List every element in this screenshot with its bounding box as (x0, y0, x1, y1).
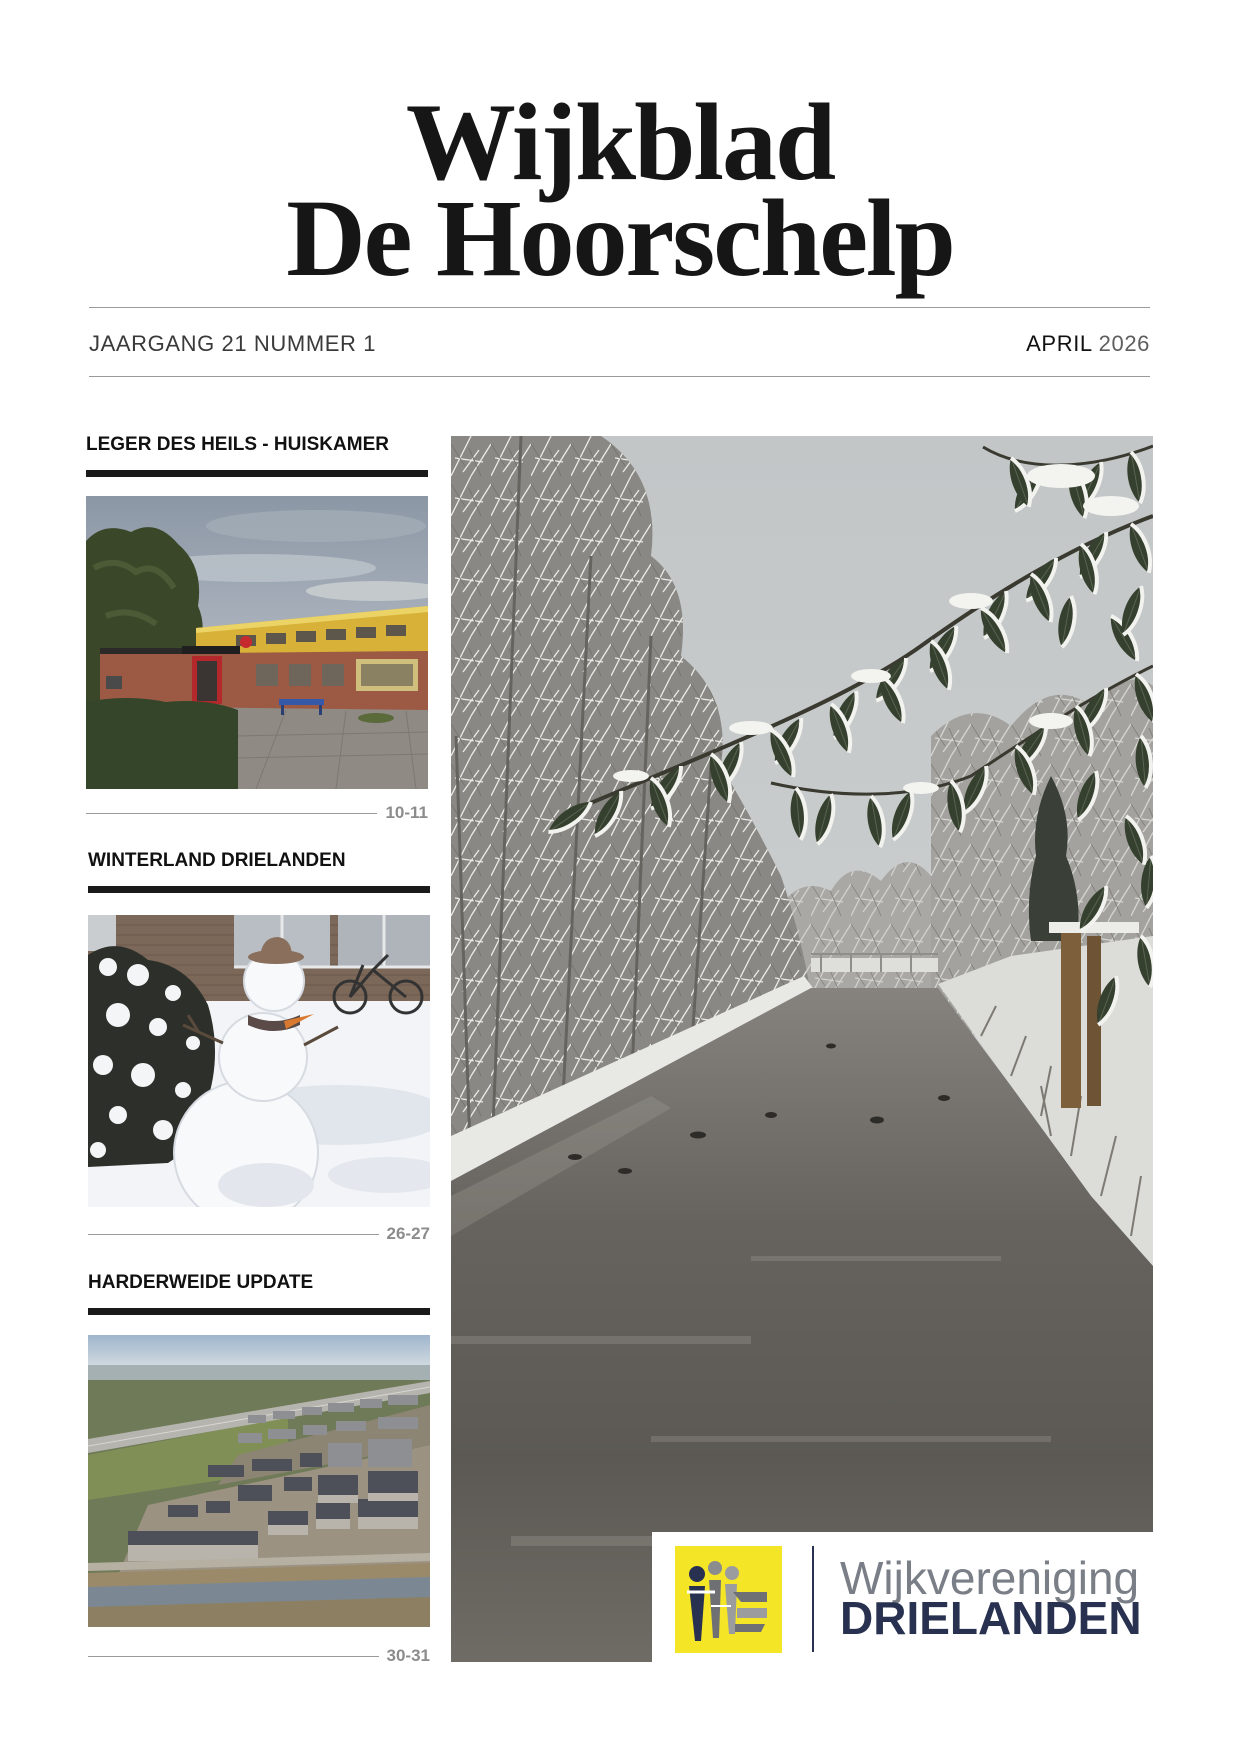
cover-photo (451, 436, 1153, 1662)
issue-volume: JAARGANG 21 NUMMER 1 (89, 331, 377, 356)
logo-name-line2: DRIELANDEN (840, 1592, 1142, 1644)
article-3-pages: 30-31 (386, 1646, 430, 1665)
masthead-title-line1: Wijkblad (405, 81, 835, 203)
article-3-title: HARDERWEIDE UPDATE (88, 1272, 314, 1293)
article-3-footer (88, 1646, 430, 1666)
article-1-footer-rule (86, 813, 377, 814)
article-1-pages: 10-11 (385, 803, 428, 822)
snowy-canal-photo (451, 436, 1153, 1662)
article-2-title: WINTERLAND DRIELANDEN (88, 850, 346, 871)
article-1-bar (86, 470, 428, 477)
article-1-footer (86, 803, 428, 823)
top-rule (89, 307, 1150, 308)
article-3-footer-rule (88, 1656, 379, 1657)
article-2-footer (88, 1224, 430, 1244)
people-logo-icon (675, 1546, 782, 1653)
article-3-photo (88, 1335, 430, 1627)
article-1-title: LEGER DES HEILS - HUISKAMER (86, 434, 389, 455)
article-2-bar (88, 886, 430, 893)
article-3-bar (88, 1308, 430, 1315)
aerial-photo (88, 1335, 430, 1627)
logo-name-line1: Wijkvereniging (840, 1552, 1140, 1604)
article-2-pages: 26-27 (386, 1224, 430, 1243)
snowman-photo (88, 915, 430, 1207)
logo-divider (812, 1546, 814, 1652)
article-1-photo (86, 496, 428, 789)
bottom-rule (89, 376, 1150, 377)
masthead-title-line2: De Hoorschelp (286, 177, 954, 299)
issue-date (1026, 331, 1150, 357)
article-2-photo (88, 915, 430, 1207)
association-logo (652, 1532, 1153, 1662)
issue-month: APRIL (1026, 331, 1092, 356)
issue-year: 2026 (1098, 331, 1150, 356)
article-2-footer-rule (88, 1234, 379, 1235)
building-photo (86, 496, 428, 789)
